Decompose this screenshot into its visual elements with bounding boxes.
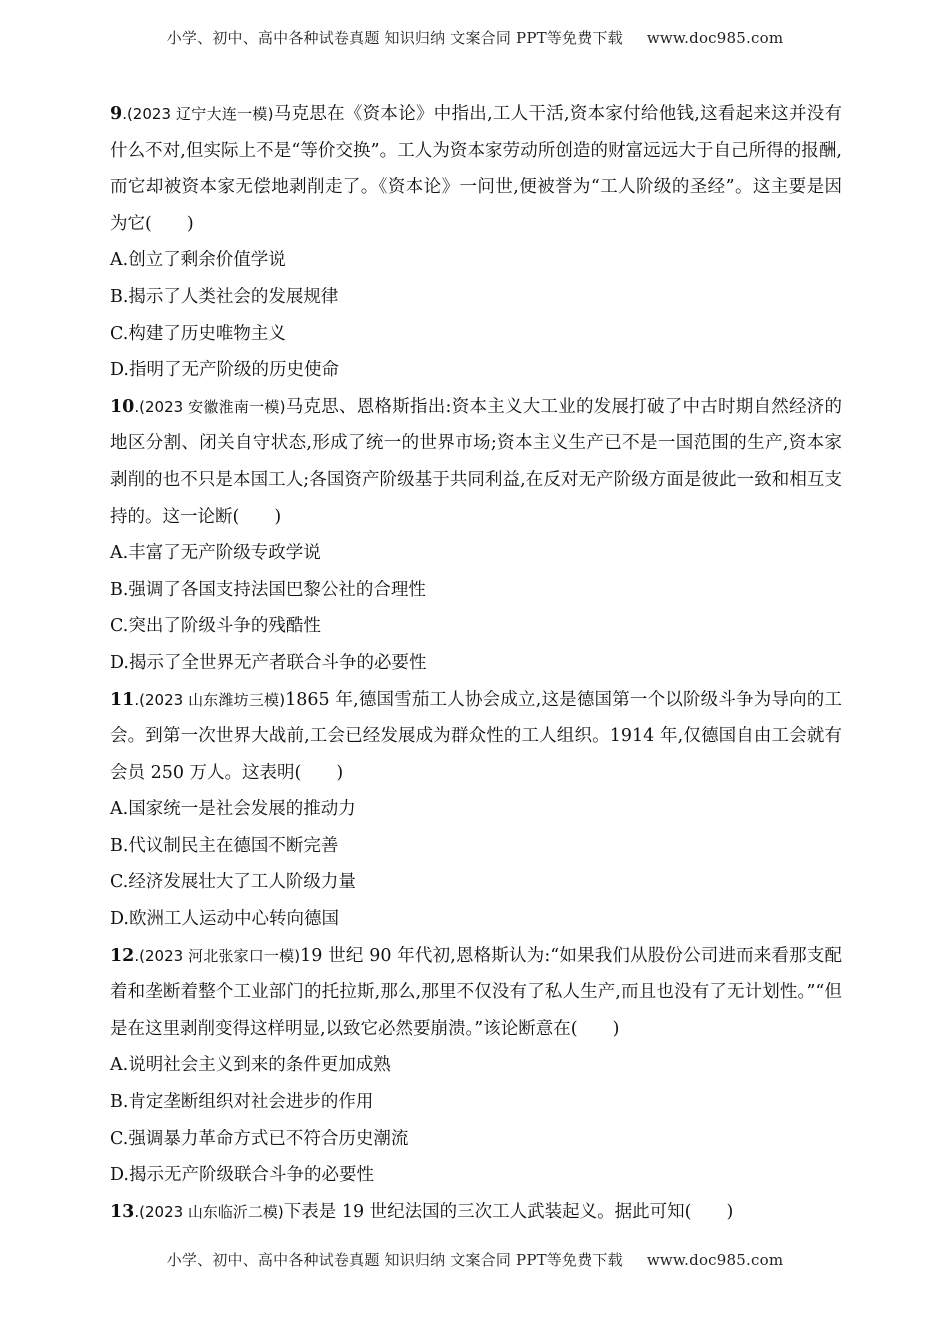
question-number: 10 [110, 396, 135, 417]
question-source: .(2023 山东临沂二模) [134, 1202, 284, 1221]
header-text: 小学、初中、高中各种试卷真题 知识归纳 文案合同 PPT等免费下载 [166, 29, 623, 47]
question-source: .(2023 安徽淮南一模) [134, 397, 286, 416]
question-13 [110, 1194, 842, 1231]
question-number: 13 [110, 1201, 135, 1222]
question-source: .(2023 河北张家口一模) [134, 946, 301, 965]
option-a: A.丰富了无产阶级专政学说 [110, 543, 321, 564]
question-text: 马克思、恩格斯指出:资本主义大工业的发展打破了中古时期自然经济的地区分割、闭关自守状态,形成了统一的世界市场;资本主义生产已不是一国范围的生产,资本家剥削的也不只是本国工人;各国资产阶级基于共同利益,在反对无产阶级方面是彼此一致和相互支持的。这一论断( ) [110, 396, 842, 527]
option-a: A.说明社会主义到来的条件更加成熟 [110, 1055, 391, 1076]
question-9 [110, 96, 842, 389]
question-12 [110, 938, 842, 1194]
footer-text: 小学、初中、高中各种试卷真题 知识归纳 文案合同 PPT等免费下载 [166, 1251, 623, 1269]
option-c: C.强调暴力革命方式已不符合历史潮流 [110, 1128, 409, 1149]
page-footer [0, 1249, 950, 1270]
option-b: B.强调了各国支持法国巴黎公社的合理性 [110, 579, 426, 600]
question-number: 9 [110, 104, 123, 124]
question-11 [110, 682, 842, 938]
question-number: 12 [110, 945, 135, 966]
question-text: 下表是 19 世纪法国的三次工人武装起义。据此可知( ) [283, 1201, 734, 1222]
option-c: C.突出了阶级斗争的残酷性 [110, 616, 321, 637]
question-number: 11 [110, 689, 135, 710]
option-c: C.经济发展壮大了工人阶级力量 [110, 872, 356, 893]
option-b: B.代议制民主在德国不断完善 [110, 835, 339, 856]
question-text: 19 世纪 90 年代初,恩格斯认为:“如果我们从股份公司进而来看那支配着和垄断着整个工业部门的托拉斯,那么,那里不仅没有了私人生产,而且也没有了无计划性。”“但是在这里剥削变得这样明显,以致它必然要崩溃。”该论断意在( ) [110, 945, 842, 1039]
option-d: D.指明了无产阶级的历史使命 [110, 360, 339, 381]
question-source: .(2023 辽宁大连一模) [122, 105, 274, 123]
question-stem [110, 96, 842, 242]
question-text: 马克思在《资本论》中指出,工人干活,资本家付给他钱,这看起来这并没有什么不对,但实际上不是“等价交换”。工人为资本家劳动所创造的财富远远大于自己所得的报酬,而它却被资本家无偿地剥削走了。《资本论》一问世,便被誉为“工人阶级的圣经”。这主要是因为它( ) [110, 104, 842, 234]
header-site-link[interactable]: www.doc985.com [646, 29, 784, 47]
question-stem [110, 682, 842, 792]
question-list [110, 96, 842, 1230]
option-a: A.创立了剩余价值学说 [110, 250, 286, 271]
option-b: B.肯定垄断组织对社会进步的作用 [110, 1092, 374, 1113]
page-header [0, 27, 950, 48]
question-stem [110, 1194, 842, 1231]
option-d: D.揭示了全世界无产者联合斗争的必要性 [110, 652, 427, 673]
footer-site-link[interactable]: www.doc985.com [646, 1251, 784, 1269]
question-text: 1865 年,德国雪茄工人协会成立,这是德国第一个以阶级斗争为导向的工会。到第一次世界大战前,工会已经发展成为群众性的工人组织。1914 年,仅德国自由工会就有会员 250 万人。这表明( ) [110, 689, 842, 783]
question-stem [110, 938, 842, 1048]
option-a: A.国家统一是社会发展的推动力 [110, 799, 356, 820]
question-source: .(2023 山东潍坊三模) [134, 690, 286, 709]
option-d: D.揭示无产阶级联合斗争的必要性 [110, 1165, 374, 1186]
option-c: C.构建了历史唯物主义 [110, 323, 286, 344]
question-10 [110, 389, 842, 682]
question-stem [110, 389, 842, 535]
option-d: D.欧洲工人运动中心转向德国 [110, 909, 339, 930]
option-b: B.揭示了人类社会的发展规律 [110, 286, 339, 307]
